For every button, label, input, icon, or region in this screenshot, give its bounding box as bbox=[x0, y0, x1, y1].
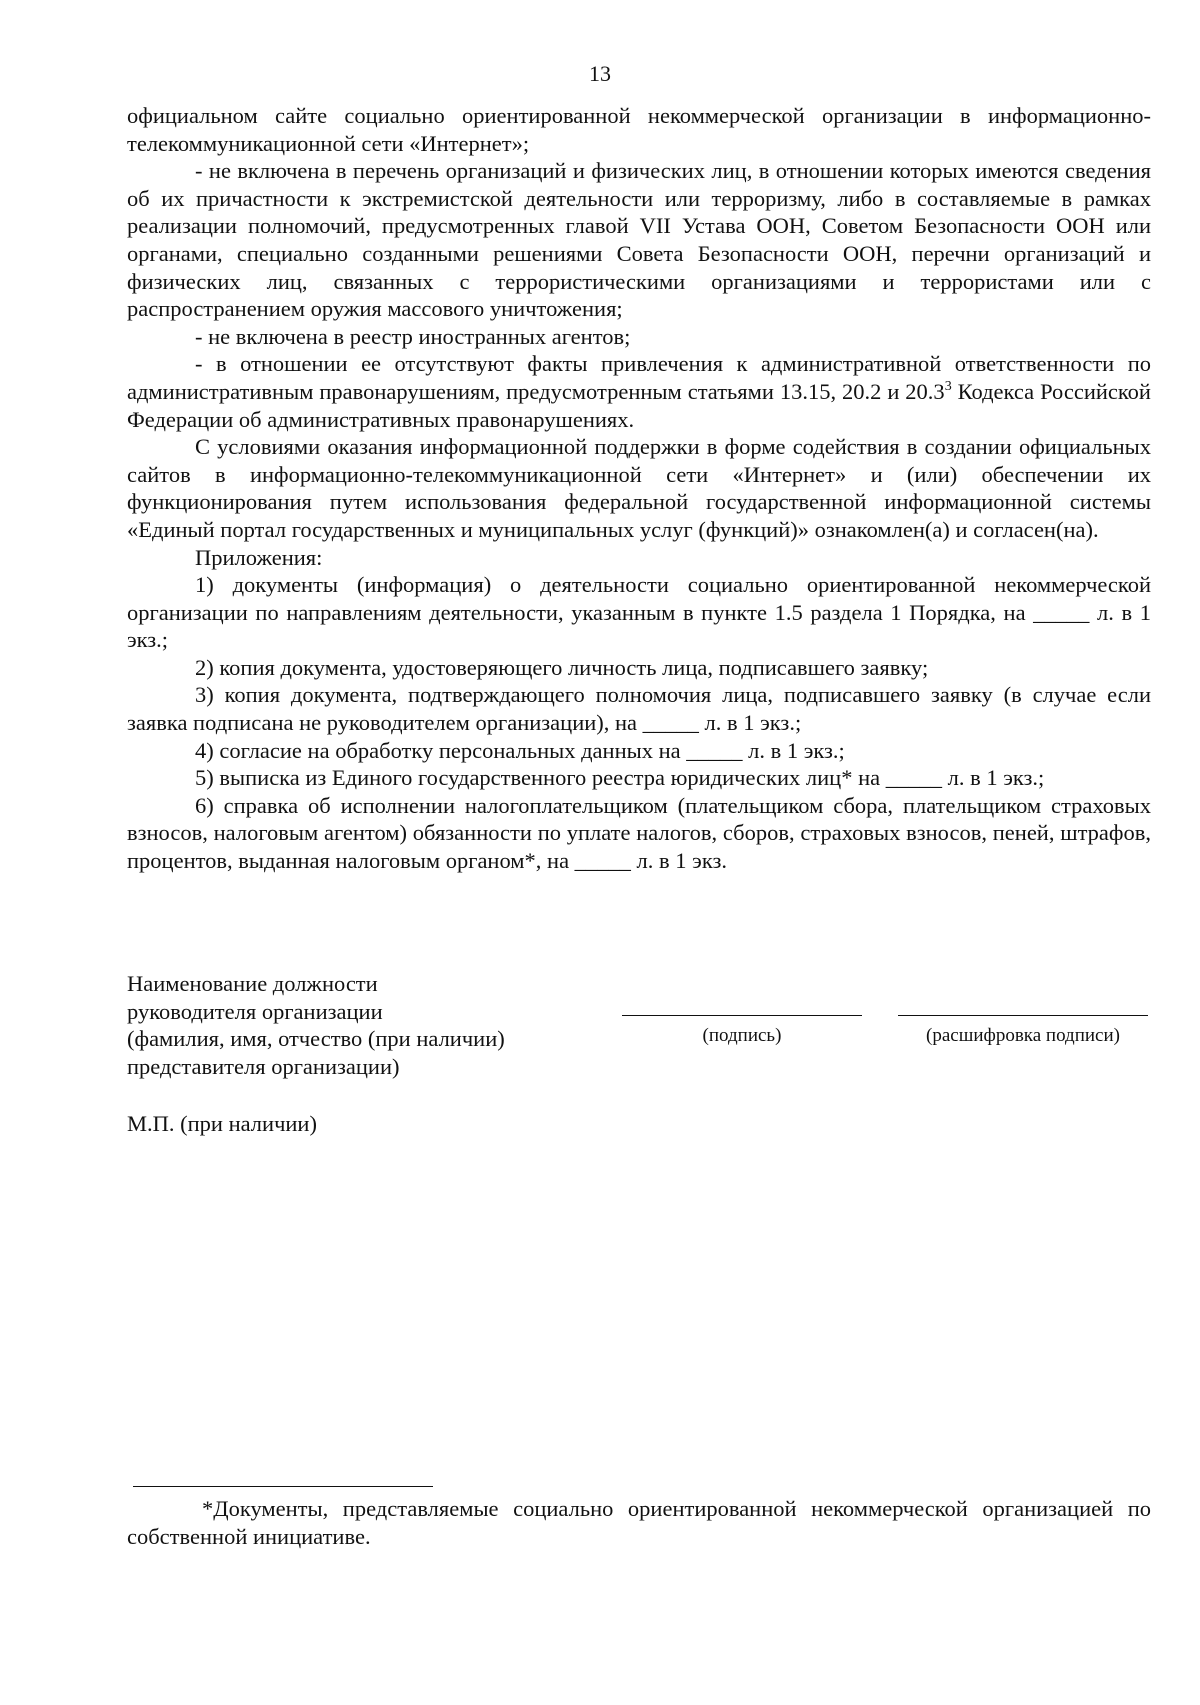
paragraph-4-tail: Кодекса Российской Федерации об административных правонарушениях. bbox=[127, 378, 1151, 432]
signatory-line-2: руководителя организации bbox=[127, 998, 383, 1024]
appendix-item-2: 2) копия документа, удостоверяющего личность лица, подписавшего заявку; bbox=[195, 654, 929, 680]
signatory-line-4: представителя организации) bbox=[127, 1053, 400, 1079]
body-text bbox=[127, 102, 1151, 875]
paragraph-2: - не включена в перечень организаций и физических лиц, в отношении которых имеются сведения об их причастности к экстремистской деятельности или терроризму, либо в составляемые в рамках реализации полномочий, предусмотренных главой VII Устава ООН, Советом Безопасности ООН или органами, специально созданными решениями Совета Безопасности ООН, перечни организаций и физических лиц, связанных с террористическими организациями и террористами или с распространением оружия массового уничтожения; bbox=[127, 158, 1151, 322]
signatory-line-1: Наименование должности bbox=[127, 971, 378, 996]
stamp-place: М.П. (при наличии) bbox=[127, 1111, 317, 1136]
appendix-heading: Приложения: bbox=[195, 544, 323, 570]
paragraph-4-text: - в отношении ее отсутствуют факты привлечения к административной ответственности по административным правонарушениям, предусмотренным статьями 13.15, 20.2 и 20.3 bbox=[127, 351, 1151, 404]
paragraph-5: С условиями оказания информационной поддержки в форме содействия в создании официальных сайтов в информационно-телекоммуникационной сети «Интернет» и (или) обеспечении их функционирования путем использования федеральной государственной информационной системы «Единый портал государственных и муниципальных услуг (функций)» ознакомлен(а) и согласен(на). bbox=[127, 434, 1151, 542]
footnote-text: *Документы, представляемые социально ориентированной некоммерческой организацией по собственной инициативе. bbox=[127, 1496, 1151, 1549]
paragraph-3: - не включена в реестр иностранных агентов; bbox=[195, 323, 631, 349]
appendix-item-6: 6) справка об исполнении налогоплательщиком (плательщиком сбора, плательщиком страховых взносов, налоговым агентом) обязанности по уплате налогов, сборов, страховых взносов, пеней, штрафов, процентов, выданная налоговым органом*, на _____ л. в 1 экз. bbox=[127, 792, 1151, 874]
signatory-block bbox=[127, 970, 567, 1080]
footnote bbox=[127, 1495, 1151, 1550]
page-number: 13 bbox=[589, 61, 611, 86]
paragraph-1: официальном сайте социально ориентированной некоммерческой организации в информационно-телекоммуникационной сети «Интернет»; bbox=[127, 103, 1151, 156]
signature-decoding-line bbox=[898, 1015, 1148, 1016]
appendix-item-4: 4) согласие на обработку персональных данных на _____ л. в 1 экз.; bbox=[195, 737, 845, 763]
footnote-divider bbox=[133, 1486, 433, 1487]
superscript: 3 bbox=[944, 378, 952, 394]
appendix-item-3: 3) копия документа, подтверждающего полномочия лица, подписавшего заявку (в случае если заявка подписана не руководителем организации), на _____ л. в 1 экз.; bbox=[127, 682, 1151, 736]
appendix-item-5: 5) выписка из Единого государственного реестра юридических лиц* на _____ л. в 1 экз.; bbox=[195, 765, 1045, 791]
paragraph-4 bbox=[127, 350, 1151, 433]
signature-caption: (подпись) bbox=[702, 1025, 782, 1046]
signatory-line-3: (фамилия, имя, отчество (при наличии) bbox=[127, 1026, 505, 1052]
appendix-item-1: 1) документы (информация) о деятельности социально ориентированной некоммерческой организации по направлениям деятельности, указанным в пункте 1.5 раздела 1 Порядка, на _____ л. в 1 экз.; bbox=[127, 572, 1151, 653]
signature-line bbox=[622, 1015, 862, 1016]
signature-decoding-caption: (расшифровка подписи) bbox=[926, 1025, 1120, 1046]
